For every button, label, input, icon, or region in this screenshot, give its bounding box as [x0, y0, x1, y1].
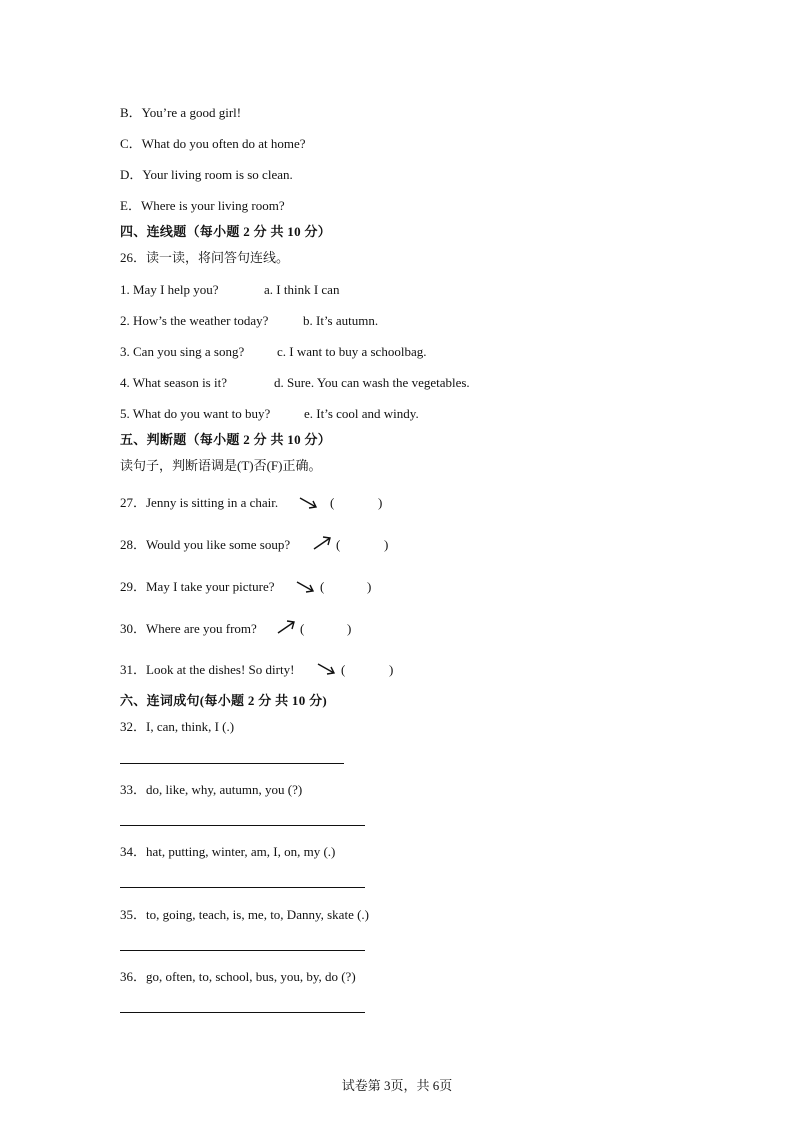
answer-paren-close: ) [347, 621, 352, 636]
answer-paren-open: ( [341, 662, 346, 677]
answer-line-36[interactable] [120, 1012, 365, 1013]
answer-paren-open: ( [330, 495, 335, 510]
option-e: E．Where is your living room? [120, 198, 285, 213]
answer-line-34[interactable] [120, 887, 365, 888]
answer-line-33[interactable] [120, 825, 365, 826]
answer-paren-open: ( [320, 579, 325, 594]
match-left-2: 2. How’s the weather today? [120, 313, 269, 328]
answer-paren-close: ) [367, 579, 372, 594]
option-b: B．You’re a good girl! [120, 105, 242, 120]
match-right-b: b. It’s autumn. [303, 313, 379, 328]
sentence-item-35: 35．to, going, teach, is, me, to, Danny, skate (.) [120, 907, 369, 922]
match-right-e: e. It’s cool and windy. [304, 406, 419, 421]
answer-paren-close: ) [389, 662, 394, 677]
match-left-1: 1. May I help you? [120, 282, 219, 297]
answer-paren-close: ) [384, 537, 389, 552]
falling-arrow-icon [298, 495, 320, 511]
question-26-instruction: 26．读一读，将问答句连线。 [120, 250, 290, 265]
answer-line-35[interactable] [120, 950, 365, 951]
answer-line-32[interactable] [120, 763, 344, 764]
match-right-d: d. Sure. You can wash the vegetables. [274, 375, 470, 390]
section-heading-judgement: 五、判断题（每小题 2 分 共 10 分） [120, 432, 332, 447]
page-footer: 试卷第 3页，共 6页 [341, 1078, 453, 1093]
match-right-c: c. I want to buy a schoolbag. [277, 344, 427, 359]
option-d: D．Your living room is so clean. [120, 167, 293, 182]
match-left-3: 3. Can you sing a song? [120, 344, 245, 359]
falling-arrow-icon [295, 579, 317, 595]
match-left-4: 4. What season is it? [120, 375, 227, 390]
sentence-item-33: 33．do, like, why, autumn, you (?) [120, 782, 303, 797]
answer-paren-open: ( [300, 621, 305, 636]
judgement-item-31: 31．Look at the dishes! So dirty! [120, 662, 295, 677]
judgement-item-28: 28．Would you like some soup? [120, 537, 291, 552]
rising-arrow-icon [276, 619, 298, 635]
section-heading-sentence-building: 六、连词成句(每小题 2 分 共 10 分) [120, 693, 328, 708]
judgement-item-27: 27．Jenny is sitting in a chair. [120, 495, 279, 510]
judgement-instruction: 读句子，判断语调是(T)否(F)正确。 [120, 458, 322, 473]
falling-arrow-icon [316, 661, 338, 677]
judgement-item-29: 29．May I take your picture? [120, 579, 275, 594]
judgement-item-30: 30．Where are you from? [120, 621, 257, 636]
option-c: C．What do you often do at home? [120, 136, 306, 151]
match-left-5: 5. What do you want to buy? [120, 406, 271, 421]
sentence-item-32: 32．I, can, think, I (.) [120, 719, 235, 734]
answer-paren-open: ( [336, 537, 341, 552]
sentence-item-36: 36．go, often, to, school, bus, you, by, do (?) [120, 969, 356, 984]
rising-arrow-icon [312, 535, 334, 551]
answer-paren-close: ) [378, 495, 383, 510]
section-heading-matching: 四、连线题（每小题 2 分 共 10 分） [120, 224, 332, 239]
sentence-item-34: 34．hat, putting, winter, am, I, on, my (.) [120, 844, 336, 859]
match-right-a: a. I think I can [264, 282, 340, 297]
